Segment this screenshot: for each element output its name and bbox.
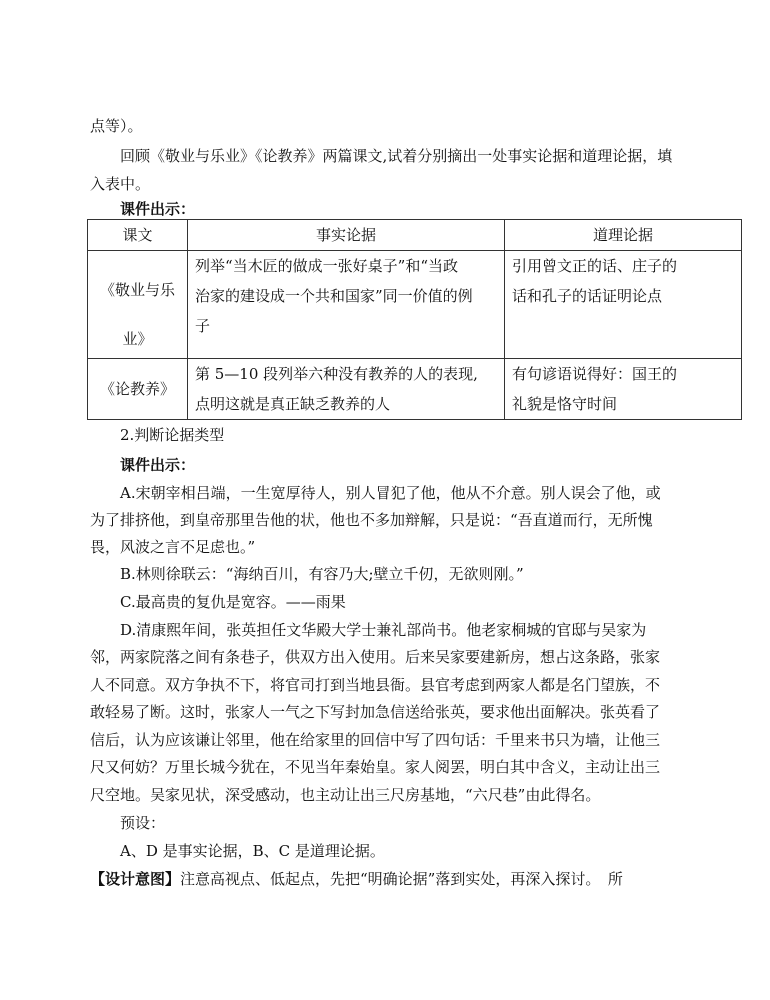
header-cell-reason: 道理论据 bbox=[505, 220, 742, 251]
item-c-line: C.最高贵的复仇是宽容。——雨果 bbox=[120, 593, 346, 611]
table-row bbox=[88, 359, 742, 420]
reason-cell bbox=[505, 359, 742, 420]
row-title-line-1: 《敬业与乐 bbox=[99, 280, 175, 299]
evidence-table bbox=[87, 219, 742, 420]
fact-line: 子 bbox=[195, 317, 211, 335]
item-d-line: D.清康熙年间，张英担任文华殿大学士兼礼部尚书。他老家桐城的官邸与吴家为 bbox=[120, 621, 647, 639]
item-d-line: 人不同意。双方争执不下，将官司打到当地县衙。县官考虑到两家人都是名门望族，不 bbox=[90, 676, 661, 694]
item-d-line: 敢轻易了断。这时，张家人一气之下写封加急信送给张英，要求他出面解决。张英看了 bbox=[90, 703, 661, 721]
reason-line: 有句谚语说得好：国王的 bbox=[512, 365, 678, 383]
design-intent-label: 【设计意图】 bbox=[90, 870, 181, 888]
reason-line: 引用曾文正的话、庄子的 bbox=[512, 257, 678, 275]
intro-line-2: 入表中。 bbox=[90, 175, 151, 193]
item-d-line: 邻，两家院落之间有条巷子，供双方出入使用。后来吴家要建新房，想占这条路，张家 bbox=[90, 648, 661, 666]
intro-line-0: 点等）。 bbox=[90, 117, 143, 135]
item-b-line: B.林则徐联云：“海纳百川，有容乃大;壁立千仞，无欲则刚。” bbox=[120, 565, 524, 583]
fact-cell bbox=[188, 251, 505, 359]
design-intent-text: 注意高视点、低起点，先把“明确论据”落到实处，再深入探讨。 所 bbox=[180, 870, 623, 888]
design-intent-line bbox=[90, 869, 623, 889]
intro-line-1: 回顾《敬业与乐业》《论教养》两篇课文,试着分别摘出一处事实论据和道理论据，填 bbox=[120, 147, 673, 165]
row-title-cell bbox=[88, 251, 188, 359]
item-a-line: 为了排挤他，到皇帝那里告他的状，他也不多加辩解，只是说：“吾直道而行，无所愧 bbox=[90, 511, 653, 529]
courseware-label-2: 课件出示： bbox=[120, 456, 196, 474]
reason-line: 礼貌是恪守时间 bbox=[512, 395, 618, 413]
header-cell-text: 课文 bbox=[88, 220, 188, 251]
fact-cell bbox=[188, 359, 505, 420]
row-title-cell: 《论教养》 bbox=[88, 359, 188, 420]
section2-heading: 2.判断论据类型 bbox=[120, 426, 225, 444]
preset-label: 预设： bbox=[120, 814, 166, 832]
table-row bbox=[88, 251, 742, 359]
fact-line: 第 5—10 段列举六种没有教养的人的表现, bbox=[195, 365, 478, 383]
item-a-line: A.宋朝宰相吕端，一生宽厚待人，别人冒犯了他，他从不介意。别人误会了他，或 bbox=[120, 484, 661, 502]
courseware-label-1: 课件出示： bbox=[120, 200, 196, 218]
row-title-line-2: 业》 bbox=[122, 329, 153, 348]
item-d-line: 尺空地。吴家见状，深受感动，也主动让出三尺房基地，“六尺巷”由此得名。 bbox=[90, 786, 601, 804]
fact-line: 治家的建设成一个共和国家”同一价值的例 bbox=[195, 287, 473, 305]
reason-cell bbox=[505, 251, 742, 359]
fact-line: 点明这就是真正缺乏教养的人 bbox=[195, 395, 391, 413]
reason-line: 话和孔子的话证明论点 bbox=[512, 287, 663, 305]
table-header-row bbox=[88, 220, 742, 251]
preset-answer: A、D 是事实论据，B、C 是道理论据。 bbox=[120, 842, 385, 860]
item-d-line: 尺又何妨？万里长城今犹在，不见当年秦始皇。家人阅罢，明白其中含义，主动让出三 bbox=[90, 758, 661, 776]
header-cell-fact: 事实论据 bbox=[188, 220, 505, 251]
item-d-line: 信后，认为应该谦让邻里，他在给家里的回信中写了四句话：千里来书只为墙，让他三 bbox=[90, 731, 661, 749]
fact-line: 列举“当木匠的做成一张好桌子”和“当政 bbox=[195, 257, 459, 275]
item-a-line: 畏，风波之言不足虑也。” bbox=[90, 538, 256, 556]
